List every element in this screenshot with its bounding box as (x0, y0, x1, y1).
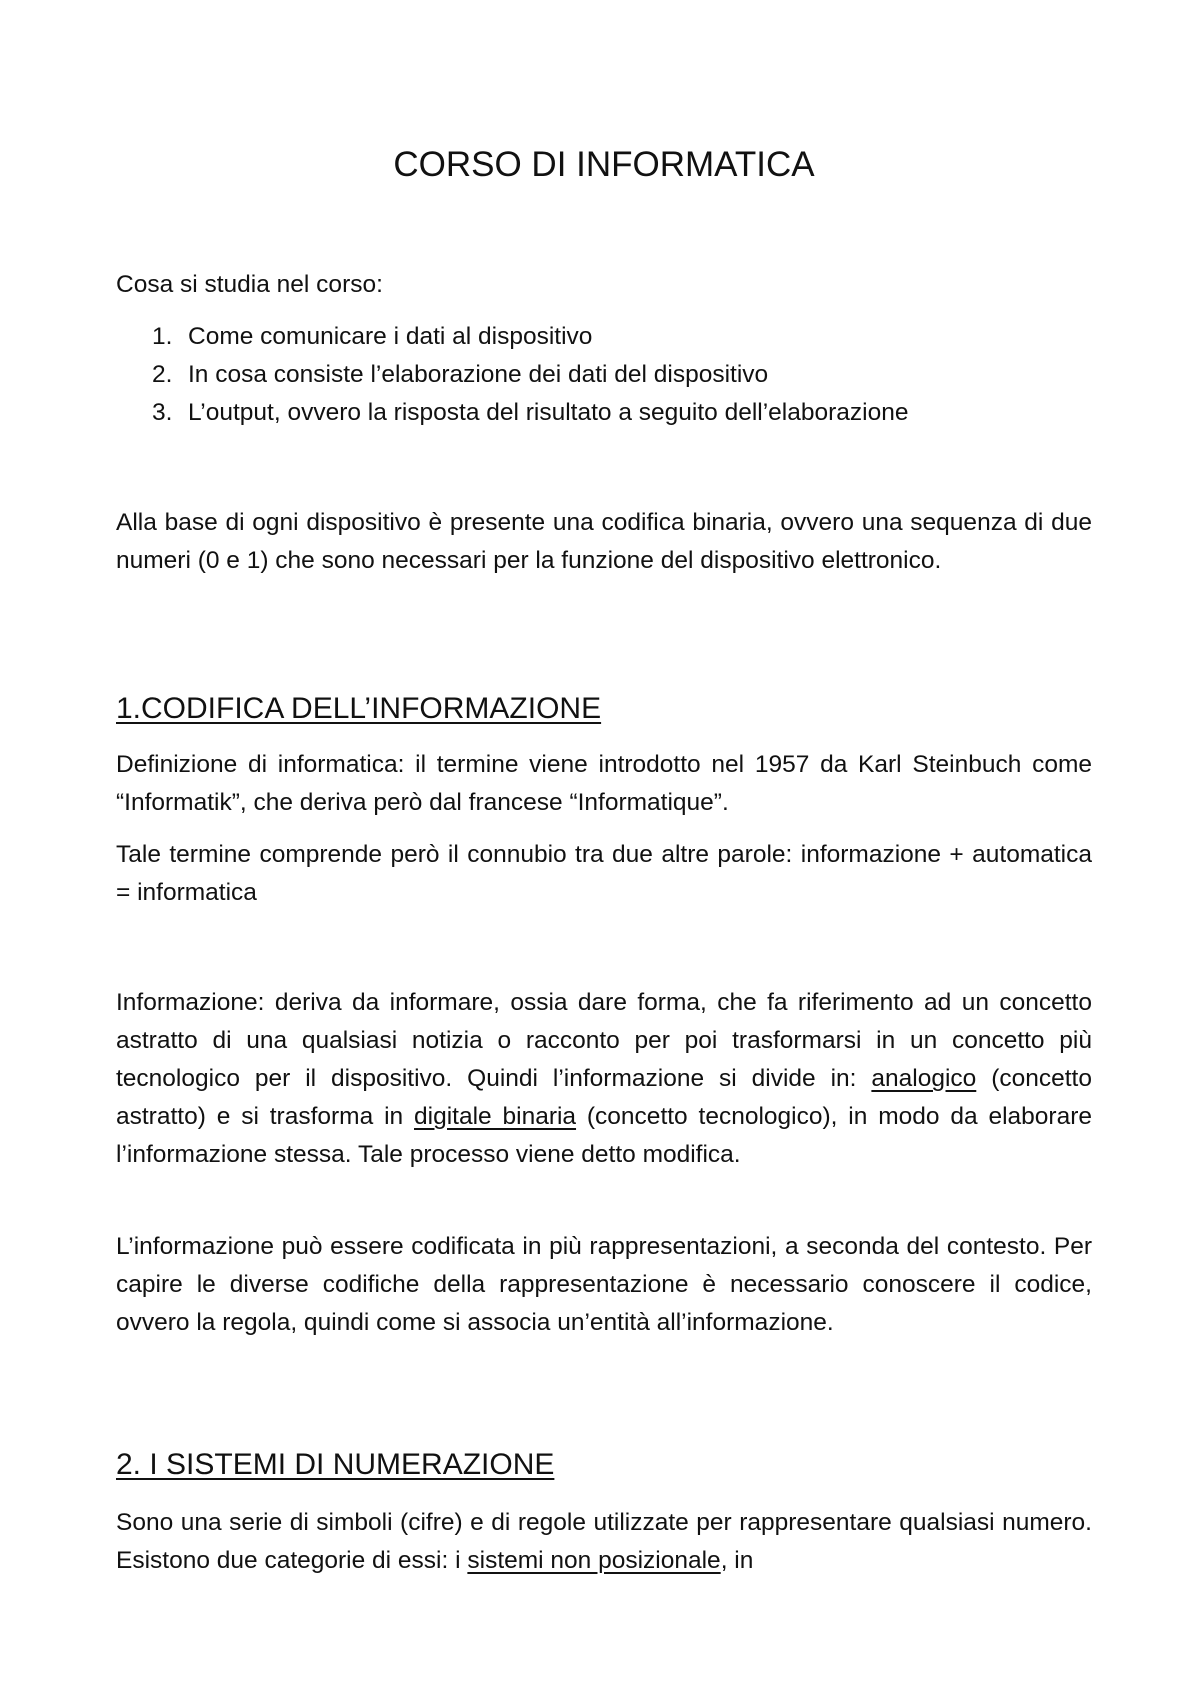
informazione-paragraph (116, 984, 1092, 1174)
list-item-text: Come comunicare i dati al dispositivo (188, 323, 593, 350)
list-item (116, 356, 1092, 394)
list-number: 3. (152, 399, 173, 426)
topics-list (116, 318, 1092, 432)
connubio-paragraph: Tale termine comprende però il connubio tra due altre parole: informazione + automatica = informatica (116, 841, 1092, 906)
document-title: CORSO DI INFORMATICA (393, 145, 815, 184)
underlined-term: analogico (871, 1065, 977, 1092)
section-2-heading (116, 1446, 1092, 1484)
numerazione-paragraph (116, 1504, 1092, 1580)
codifica-paragraph: L’informazione può essere codificata in più rappresentazioni, a seconda del contesto. Per capire le diverse codifiche della rappresentazione è necessario conoscere il codice, ovvero la regola, quindi come si associa un’entità all’informazione. (116, 1233, 1092, 1336)
intro-text: Cosa si studia nel corso: (116, 271, 383, 298)
paragraph-text: Informazione: deriva da informare, ossia dare forma, che fa riferimento ad un concetto astratto di una qualsiasi notizia o racconto per poi trasformarsi in un concetto più tecnologico per il dispositivo. Quindi l’informazione si divide in: (116, 989, 1092, 1092)
definition-paragraph: Definizione di informatica: il termine viene introdotto nel 1957 da Karl Steinbuch come “Informatik”, che deriva però dal francese “Informatique”. (116, 751, 1092, 816)
list-number: 2. (152, 361, 173, 388)
heading-text: 2. I SISTEMI DI NUMERAZIONE (116, 1448, 555, 1481)
underlined-term: sistemi non posizionale (467, 1547, 721, 1574)
paragraph-text: (concetto tecnologico), in modo da elaborare l’informazione stessa. Tale processo viene detto modifica. (116, 1103, 1092, 1168)
list-item (116, 318, 1092, 356)
underlined-term: digitale binaria (414, 1103, 577, 1130)
list-item-text: In cosa consiste l’elaborazione dei dati del dispositivo (188, 361, 769, 388)
section-1-heading (116, 690, 1092, 728)
list-item (116, 394, 1092, 432)
list-number: 1. (152, 323, 173, 350)
paragraph-text: Sono una serie di simboli (cifre) e di regole utilizzate per rappresentare qualsiasi numero. Esistono due categorie di essi: i (116, 1509, 1092, 1574)
paragraph-text: , in (720, 1547, 754, 1574)
list-item-text: L’output, ovvero la risposta del risultato a seguito dell’elaborazione (188, 399, 909, 426)
section-2-heading-text (116, 1448, 572, 1481)
paragraph-text: (concetto astratto) e si trasforma in (116, 1065, 1092, 1130)
section-1-heading-text: 1.CODIFICA DELL’INFORMAZIONE (116, 692, 602, 725)
binary-paragraph: Alla base di ogni dispositivo è presente una codifica binaria, ovvero una sequenza di due numeri (0 e 1) che sono necessari per la funzione del dispositivo elettronico. (116, 509, 1092, 574)
